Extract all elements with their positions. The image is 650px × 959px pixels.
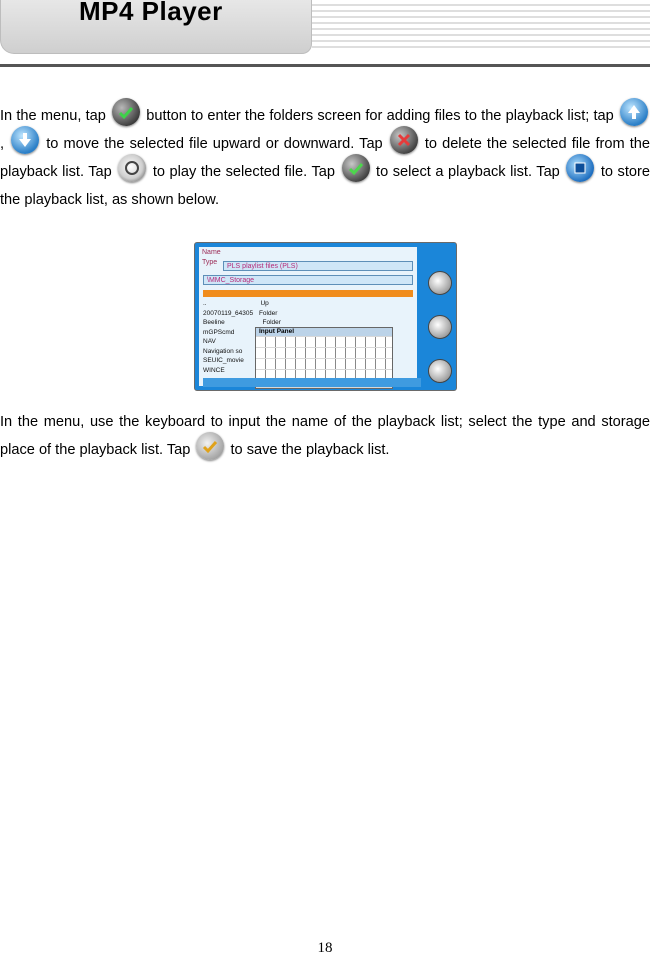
screenshot-panel	[199, 247, 417, 386]
type-select[interactable]: PLS playlist files (PLS)	[223, 261, 413, 271]
header-tab	[0, 0, 312, 54]
text-segment: to save the playback list.	[226, 442, 390, 458]
text-segment: to select a playback list. Tap	[371, 164, 565, 181]
play-icon	[118, 154, 146, 182]
tool-button-icon[interactable]	[428, 315, 452, 339]
keyboard-row[interactable]	[256, 359, 392, 369]
list-item[interactable]: SEUIC_movie	[203, 357, 244, 364]
select-list-icon	[342, 154, 370, 182]
screenshot-bottom-bar	[203, 378, 421, 387]
header-stripes	[312, 0, 650, 52]
page-number: 18	[317, 940, 333, 956]
file-list-header	[203, 290, 413, 297]
storage-select[interactable]: \MMC_Storage	[203, 275, 413, 285]
text-segment: In the menu, use the keyboard to input the name of the playback list; select the type and storage place of the playback list. Tap	[0, 414, 650, 458]
text-segment: to play the selected file. Tap	[148, 164, 340, 181]
home-button-icon[interactable]	[428, 359, 452, 383]
keyboard-row[interactable]	[256, 348, 392, 358]
list-item[interactable]: Beeline Folder	[203, 319, 281, 326]
paragraph-2	[0, 408, 650, 464]
device-screenshot	[194, 242, 457, 391]
text-segment: In the menu, tap	[0, 108, 111, 124]
text-segment: to move the selected file upward or downward. Tap	[41, 136, 388, 153]
header-rule	[0, 64, 650, 67]
text-segment: to store the playback list, as shown below.	[0, 164, 650, 209]
list-item[interactable]: .. Up	[203, 300, 269, 307]
list-item[interactable]: WINCE	[203, 366, 225, 374]
page-title: MP4 Player	[79, 0, 223, 26]
list-item[interactable]: mGPScmd	[203, 328, 235, 336]
text-segment: to delete the selected file from the playback list. Tap	[0, 136, 650, 181]
save-icon	[196, 432, 224, 460]
list-item[interactable]: NAV	[203, 338, 216, 345]
list-item[interactable]: Navigation so	[203, 347, 243, 355]
text-segment: button to enter the folders screen for adding files to the playback list; tap	[142, 108, 618, 124]
paragraph-1	[0, 102, 650, 214]
confirm-button-icon[interactable]	[428, 271, 452, 295]
move-up-icon	[620, 98, 648, 126]
add-files-icon	[112, 98, 140, 126]
text-segment: ,	[0, 136, 10, 153]
move-down-icon	[11, 126, 39, 154]
type-label: Type	[202, 259, 218, 266]
delete-icon	[390, 126, 418, 154]
list-item[interactable]: 20070119_64305 Folder	[203, 309, 278, 317]
keyboard-row[interactable]	[256, 337, 392, 347]
store-list-icon	[566, 154, 594, 182]
name-label: Name	[202, 249, 221, 256]
keyboard-title: Input Panel	[256, 328, 392, 336]
